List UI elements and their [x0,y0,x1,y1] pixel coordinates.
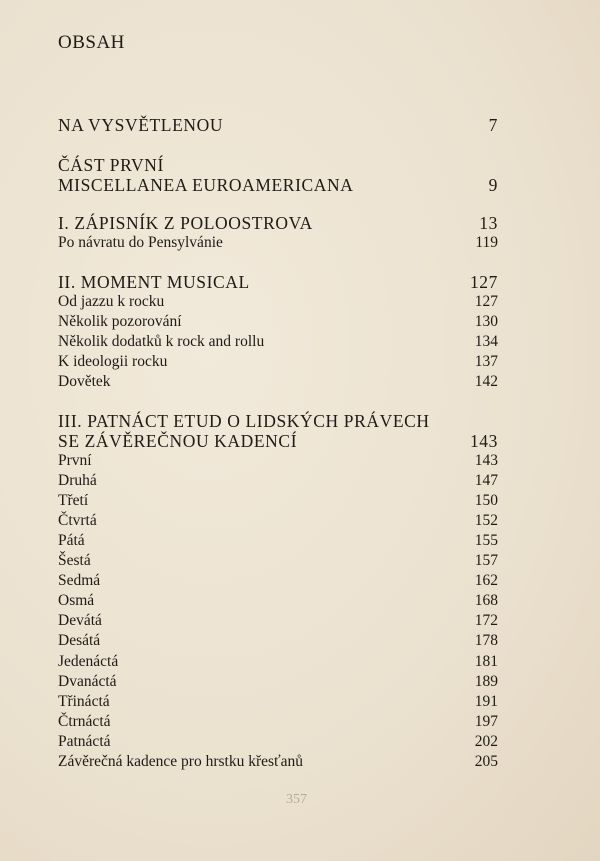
toc-entry-page: 142 [474,373,498,390]
toc-entry [58,472,498,490]
toc-entry-title: Třetí [58,492,89,509]
toc-entry [58,333,498,351]
toc-entry-page: 202 [474,733,498,750]
toc-entry-page: 119 [475,234,498,251]
toc-entry-title: Čtrnáctá [58,713,111,730]
toc-entry [58,272,498,293]
toc-entry-title: III. PATNÁCT ETUD O LIDSKÝCH PRÁVECH [58,411,430,431]
toc-entry-title: Patnáctá [58,733,111,750]
toc-entry-title: I. ZÁPISNÍK Z POLOOSTROVA [58,213,313,233]
toc-entry-title: Desátá [58,632,101,649]
toc-entry [58,155,498,176]
toc-entry-page: 189 [474,673,498,690]
toc-entry-page: 150 [474,492,498,509]
toc-entry [58,313,498,331]
toc-entry [58,175,498,196]
toc-entry-page: 127 [469,272,498,292]
toc-entry-title: Dvanáctá [58,673,117,690]
toc-entry-page: 9 [488,175,498,195]
toc-entry [58,373,498,391]
toc-entry-page: 197 [474,713,498,730]
toc-entry-page: 130 [474,313,498,330]
toc-entry [58,512,498,530]
toc-entry-page: 143 [474,452,498,469]
toc-entry-page: 13 [479,213,498,233]
toc-entry-title: Osmá [58,592,95,609]
toc-entry-title: Třináctá [58,693,110,710]
toc-entry-title: Šestá [58,552,91,569]
toc-entry [58,632,498,650]
toc-entry-title: NA VYSVĚTLENOU [58,115,224,135]
toc-entry [58,673,498,691]
toc-entry [58,753,498,771]
contents-heading: OBSAH [58,32,125,53]
toc-entry-page: 137 [474,353,498,370]
toc-entry [58,713,498,731]
toc-entry-page: 168 [474,592,498,609]
toc-entry-title: První [58,452,92,469]
toc-entry-page: 134 [474,333,498,350]
toc-entry [58,612,498,630]
toc-entry-title: K ideologii rocku [58,353,168,370]
toc-entry-title: Sedmá [58,572,101,589]
toc-entry-page: 172 [474,612,498,629]
toc-entry [58,653,498,671]
toc-entry-title: Devátá [58,612,102,629]
toc-entry [58,693,498,711]
toc-entry [58,572,498,590]
toc-entry [58,234,498,252]
toc-entry [58,431,498,452]
toc-entry-page: 162 [474,572,498,589]
toc-entry [58,115,498,136]
toc-entry-title: SE ZÁVĚREČNOU KADENCÍ [58,431,298,451]
toc-entry-title: Několik dodatků k rock and rollu [58,333,265,350]
toc-entry-page: 7 [488,115,498,135]
toc-entry-title: Jedenáctá [58,653,119,670]
toc-entry [58,452,498,470]
toc-entry-title: Pátá [58,532,85,549]
toc-entry-page: 205 [474,753,498,770]
toc-entry-title: Několik pozorování [58,313,182,330]
toc-entry [58,293,498,311]
toc-entry-title: Druhá [58,472,97,489]
toc-entry-page: 191 [474,693,498,710]
toc-entry [58,353,498,371]
toc-entry-page: 178 [474,632,498,649]
toc-entry [58,213,498,234]
toc-entry-page: 147 [474,472,498,489]
toc-entry-title: II. MOMENT MUSICAL [58,272,250,292]
toc-entry-page: 157 [474,552,498,569]
page-number: 357 [286,792,307,807]
toc-entry-page: 181 [474,653,498,670]
toc-entry [58,592,498,610]
toc-entry [58,532,498,550]
toc-entry [58,552,498,570]
toc-entry-page: 127 [474,293,498,310]
toc-entry-title: Od jazzu k rocku [58,293,165,310]
toc-entry-title: Závěrečná kadence pro hrstku křesťanů [58,753,304,770]
toc-entry-title: Dovětek [58,373,111,390]
toc-entry [58,733,498,751]
toc-entry-title: ČÁST PRVNÍ [58,155,164,175]
toc-entry-page: 152 [474,512,498,529]
toc-entry [58,492,498,510]
toc-entry [58,411,498,432]
toc-entry-page: 143 [469,431,498,451]
toc-entry-title: Čtvrtá [58,512,97,529]
toc-entry-page: 155 [474,532,498,549]
toc-entry-title: Po návratu do Pensylvánie [58,234,223,251]
toc-entry-title: MISCELLANEA EUROAMERICANA [58,175,354,195]
